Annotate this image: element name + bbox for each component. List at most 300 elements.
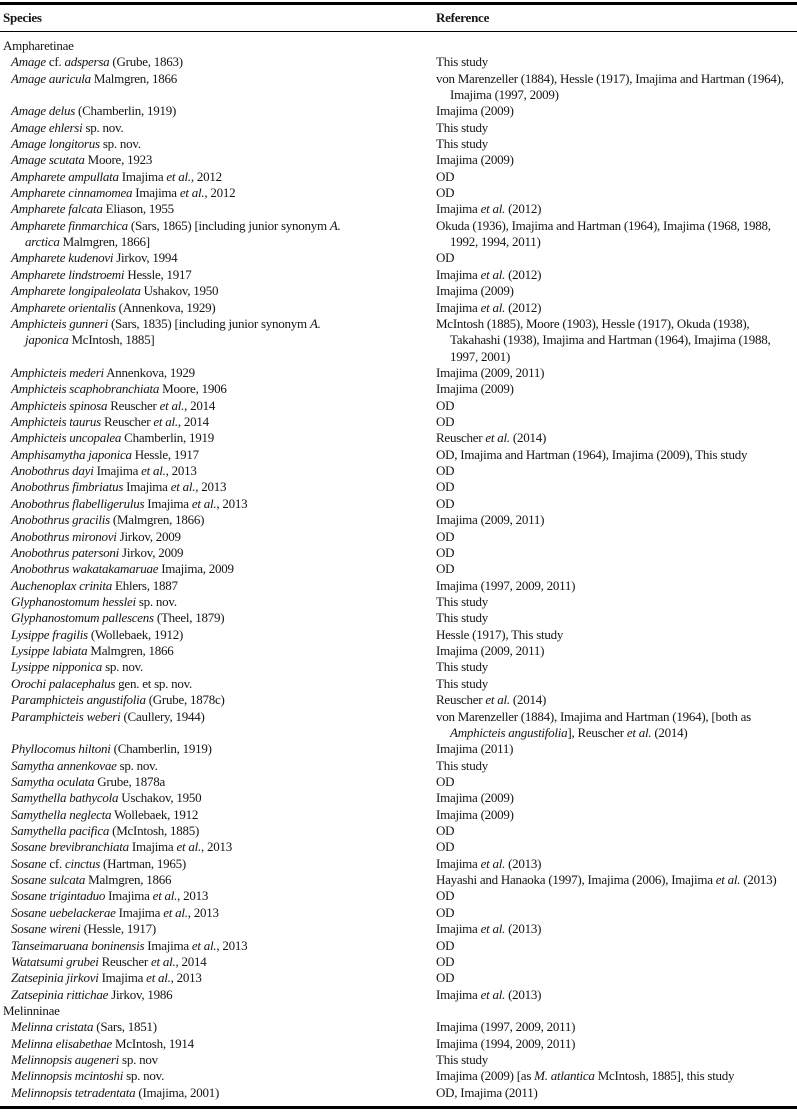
taxon-name: Ampharete kudenovi bbox=[11, 250, 114, 266]
species-name bbox=[11, 905, 436, 921]
text-segment: , 2014 bbox=[184, 397, 216, 413]
species-name bbox=[11, 839, 436, 855]
reference-cell bbox=[436, 774, 795, 790]
text-segment: sp. nov. bbox=[135, 594, 177, 609]
taxon-name: Ampharete longipaleolata bbox=[11, 283, 141, 299]
species-name bbox=[11, 365, 436, 381]
text-segment: OD bbox=[436, 970, 455, 986]
paper-table-page bbox=[0, 2, 797, 1109]
text-segment: Imajima bbox=[436, 266, 481, 282]
reference-text bbox=[436, 54, 795, 70]
reference-cell bbox=[436, 430, 795, 446]
table-row bbox=[3, 561, 795, 577]
text-segment: sp. nov. bbox=[123, 1068, 165, 1084]
text-segment: OD bbox=[436, 414, 455, 430]
taxon-name: Anobothrus flabelligerulus bbox=[11, 495, 145, 511]
table-row bbox=[3, 463, 795, 479]
species-name bbox=[11, 938, 436, 954]
table-row bbox=[3, 774, 795, 790]
species-name bbox=[11, 790, 436, 806]
text-segment: Imajima (2009) bbox=[436, 806, 514, 822]
text-segment: OD bbox=[436, 185, 455, 201]
reference-cell bbox=[436, 136, 795, 152]
reference-cell bbox=[436, 1019, 795, 1035]
table-row bbox=[3, 185, 795, 201]
reference-cell bbox=[436, 594, 795, 610]
text-segment: This study bbox=[436, 1052, 489, 1068]
taxon-name: et al. bbox=[146, 970, 171, 986]
text-segment: (Chamberlin, 1919) bbox=[75, 103, 177, 119]
species-name bbox=[11, 234, 436, 250]
text-segment: 1997, 2001) bbox=[450, 348, 511, 364]
reference-cell bbox=[436, 447, 795, 463]
text-segment: McIntosh, 1885], this study bbox=[594, 1068, 735, 1084]
taxon-name: A. bbox=[329, 217, 341, 233]
text-segment: Jirkov, 1986 bbox=[108, 986, 173, 1002]
species-cell bbox=[3, 774, 436, 790]
taxon-name: Sosane uebelackerae bbox=[11, 904, 116, 920]
text-segment: Imajima (2009) bbox=[436, 790, 514, 806]
table-row bbox=[3, 152, 795, 168]
reference-text bbox=[436, 414, 795, 430]
text-segment: Imajima (2009) bbox=[436, 381, 514, 397]
taxon-name: Samythella neglecta bbox=[11, 806, 112, 822]
reference-cell bbox=[436, 790, 795, 806]
taxon-name: Phyllocomus hiltoni bbox=[11, 741, 111, 757]
text-segment: Moore, 1906 bbox=[159, 381, 227, 397]
text-segment: (Grube, 1878c) bbox=[145, 692, 225, 708]
species-cell bbox=[3, 1068, 436, 1084]
species-cell bbox=[3, 987, 436, 1003]
text-segment: Ushakov, 1950 bbox=[140, 283, 219, 299]
species-name bbox=[11, 692, 436, 708]
text-segment: This study bbox=[436, 119, 489, 135]
reference-text bbox=[436, 250, 795, 266]
text-segment: Imajima, 2009 bbox=[158, 561, 234, 577]
table-row bbox=[3, 300, 795, 316]
reference-cell bbox=[436, 365, 795, 381]
taxon-name: et al. bbox=[176, 839, 201, 855]
taxon-name: et al. bbox=[480, 266, 506, 282]
reference-cell bbox=[436, 839, 795, 855]
table-row bbox=[3, 267, 795, 283]
reference-text bbox=[436, 479, 795, 495]
table-row bbox=[3, 676, 795, 692]
reference-cell bbox=[436, 872, 795, 888]
text-segment: Hessle, 1917 bbox=[131, 446, 199, 462]
text-segment: sp. nov. bbox=[102, 659, 144, 675]
text-segment: Uschakov, 1950 bbox=[118, 790, 202, 806]
species-cell bbox=[3, 692, 436, 708]
taxon-name: Samythella bathycola bbox=[11, 790, 119, 806]
text-segment: OD bbox=[436, 937, 455, 953]
species-name bbox=[11, 676, 436, 692]
species-cell bbox=[3, 496, 436, 512]
taxon-name: Amage delus bbox=[11, 103, 76, 119]
text-segment: McIntosh (1885), Moore (1903), Hessle (1917), Okuda (1938), bbox=[436, 315, 750, 331]
text-segment: OD bbox=[436, 397, 455, 413]
species-name bbox=[11, 594, 436, 610]
reference-cell bbox=[436, 823, 795, 839]
taxon-name: Amphicteis spinosa bbox=[11, 397, 108, 413]
table-row bbox=[3, 512, 795, 528]
text-segment: , 2013 bbox=[195, 479, 227, 495]
table-row bbox=[3, 807, 795, 823]
reference-text bbox=[436, 430, 795, 446]
text-segment: Imajima bbox=[436, 299, 481, 315]
text-segment: Imajima bbox=[436, 986, 481, 1002]
species-name bbox=[11, 71, 436, 87]
reference-text bbox=[436, 447, 795, 463]
species-name bbox=[11, 709, 436, 725]
species-cell bbox=[3, 120, 436, 136]
table-row bbox=[3, 71, 795, 104]
species-name bbox=[11, 643, 436, 659]
reference-text bbox=[436, 938, 795, 954]
species-name bbox=[11, 1019, 436, 1035]
taxon-name: et al. bbox=[170, 479, 196, 495]
text-segment: OD bbox=[436, 528, 455, 544]
text-segment: Hessle, 1917 bbox=[124, 266, 192, 282]
reference-cell bbox=[436, 1052, 795, 1068]
text-segment: This study bbox=[436, 610, 489, 626]
table-row bbox=[3, 479, 795, 495]
taxon-name: Amage scutata bbox=[11, 152, 85, 168]
reference-text bbox=[436, 1052, 795, 1068]
reference-text bbox=[436, 888, 795, 904]
reference-cell bbox=[436, 398, 795, 414]
species-name bbox=[11, 136, 436, 152]
taxon-name: japonica bbox=[25, 332, 69, 348]
taxon-name: Glyphanostomum pallescens bbox=[11, 610, 154, 626]
species-name bbox=[11, 807, 436, 823]
table-row bbox=[3, 529, 795, 545]
taxon-name: Samytha annenkovae bbox=[11, 757, 117, 773]
reference-text bbox=[436, 316, 795, 332]
species-name bbox=[11, 1085, 436, 1101]
taxon-name: Anobothrus gracilis bbox=[11, 512, 110, 528]
species-cell bbox=[3, 954, 436, 970]
text-segment: Moore, 1923 bbox=[84, 152, 153, 168]
species-name bbox=[11, 529, 436, 545]
text-segment: Grube, 1878a bbox=[94, 773, 166, 789]
species-cell bbox=[3, 790, 436, 806]
species-cell bbox=[3, 479, 436, 495]
reference-text bbox=[436, 463, 795, 479]
species-cell bbox=[3, 905, 436, 921]
table-row bbox=[3, 627, 795, 643]
species-cell bbox=[3, 529, 436, 545]
taxon-name: Zatsepinia jirkovi bbox=[11, 970, 99, 986]
reference-text bbox=[436, 300, 795, 316]
table-row bbox=[3, 954, 795, 970]
text-segment: 1992, 1994, 2011) bbox=[450, 234, 541, 250]
text-segment: , 2013 bbox=[177, 888, 209, 904]
taxon-name: Sosane brevibranchiata bbox=[11, 839, 129, 855]
text-segment: , 2013 bbox=[170, 970, 202, 986]
text-segment: (2013) bbox=[505, 986, 542, 1002]
text-segment: (Sars, 1865) [including junior synonym bbox=[127, 217, 330, 233]
species-cell bbox=[3, 447, 436, 463]
text-segment: Imajima bbox=[123, 479, 171, 495]
text-segment: McIntosh, 1914 bbox=[112, 1035, 194, 1051]
taxon-name: et al. bbox=[485, 430, 510, 446]
table-row bbox=[3, 136, 795, 152]
table-row bbox=[3, 430, 795, 446]
reference-cell bbox=[436, 218, 795, 251]
text-segment: , 2013 bbox=[216, 937, 248, 953]
reference-cell bbox=[436, 54, 795, 70]
text-segment: Hayashi and Hanaoka (1997), Imajima (2006), Imajima bbox=[436, 872, 716, 888]
reference-text bbox=[436, 365, 795, 381]
species-cell bbox=[3, 169, 436, 185]
text-segment: (Chamberlin, 1919) bbox=[110, 741, 212, 757]
reference-text bbox=[436, 136, 795, 152]
table-row bbox=[3, 169, 795, 185]
text-segment: Reuscher bbox=[101, 414, 154, 430]
text-segment: Imajima (1994, 2009, 2011) bbox=[436, 1035, 576, 1051]
table-row bbox=[3, 496, 795, 512]
taxon-name: Orochi palacephalus bbox=[11, 675, 116, 691]
text-segment: Reuscher bbox=[107, 397, 160, 413]
taxon-name: Sosane sulcata bbox=[11, 872, 86, 888]
table-row bbox=[3, 1036, 795, 1052]
text-segment: (McIntosh, 1885) bbox=[109, 823, 200, 839]
table-row bbox=[3, 545, 795, 561]
text-segment: (Hartman, 1965) bbox=[100, 855, 186, 871]
text-segment: OD bbox=[436, 773, 455, 789]
table-row bbox=[3, 316, 795, 365]
reference-text bbox=[436, 970, 795, 986]
species-cell bbox=[3, 38, 436, 54]
species-name bbox=[11, 332, 436, 348]
taxon-name: Amphicteis scaphobranchiata bbox=[11, 381, 160, 397]
text-segment: Malmgren, 1866 bbox=[85, 872, 172, 888]
table-row bbox=[3, 218, 795, 251]
taxon-name: Lysippe labiata bbox=[11, 643, 88, 659]
text-segment: OD bbox=[436, 953, 455, 969]
table-row bbox=[3, 414, 795, 430]
species-cell bbox=[3, 807, 436, 823]
taxon-name: Amphisamytha japonica bbox=[11, 446, 132, 462]
reference-cell bbox=[436, 250, 795, 266]
species-name bbox=[11, 381, 436, 397]
text-segment: Imajima bbox=[144, 937, 192, 953]
taxon-name: Paramphicteis angustifolia bbox=[11, 692, 146, 708]
taxon-name: Anobothrus dayi bbox=[11, 463, 94, 479]
text-segment: (Wollebaek, 1912) bbox=[87, 626, 184, 642]
reference-text bbox=[436, 185, 795, 201]
text-segment: Malmgren, 1866 bbox=[90, 70, 178, 86]
reference-text bbox=[436, 103, 795, 119]
text-segment: This study bbox=[436, 135, 489, 151]
reference-cell bbox=[436, 283, 795, 299]
reference-cell bbox=[436, 610, 795, 626]
text-segment: Jirkov, 2009 bbox=[116, 528, 181, 544]
reference-cell bbox=[436, 1068, 795, 1084]
reference-text bbox=[436, 332, 795, 348]
reference-text bbox=[436, 1068, 795, 1084]
text-segment: (2012) bbox=[505, 266, 542, 282]
species-name bbox=[11, 316, 436, 332]
text-segment: McIntosh, 1885] bbox=[68, 332, 155, 348]
reference-text bbox=[436, 627, 795, 643]
reference-text bbox=[436, 120, 795, 136]
text-segment: , 2013 bbox=[216, 495, 248, 511]
reference-cell bbox=[436, 758, 795, 774]
section-row bbox=[3, 1003, 795, 1019]
reference-text bbox=[436, 725, 795, 741]
reference-cell bbox=[436, 987, 795, 1003]
species-cell bbox=[3, 659, 436, 675]
table-row bbox=[3, 1085, 795, 1101]
species-name bbox=[11, 185, 436, 201]
table-row bbox=[3, 610, 795, 626]
species-column-header: Species bbox=[3, 9, 42, 25]
taxon-name: et al. bbox=[480, 299, 506, 315]
taxon-name: et al. bbox=[485, 692, 510, 708]
taxon-name: Ampharete finmarchica bbox=[11, 217, 128, 233]
taxon-name: et al. bbox=[179, 185, 205, 201]
table-row bbox=[3, 856, 795, 872]
text-segment: gen. et sp. nov. bbox=[115, 675, 193, 691]
text-segment: This study bbox=[436, 594, 489, 609]
table-row bbox=[3, 659, 795, 675]
taxon-name: Anobothrus wakatakamaruae bbox=[11, 561, 159, 577]
reference-cell bbox=[436, 152, 795, 168]
reference-cell bbox=[436, 529, 795, 545]
table-row bbox=[3, 692, 795, 708]
species-name bbox=[11, 1052, 436, 1068]
species-cell bbox=[3, 136, 436, 152]
text-segment: OD bbox=[436, 888, 455, 904]
species-name bbox=[11, 921, 436, 937]
reference-text bbox=[436, 496, 795, 512]
species-cell bbox=[3, 414, 436, 430]
table-row bbox=[3, 398, 795, 414]
species-cell bbox=[3, 839, 436, 855]
table-header-row bbox=[3, 5, 795, 31]
text-segment: OD bbox=[436, 250, 455, 266]
text-segment: Eliason, 1955 bbox=[102, 201, 174, 217]
reference-text bbox=[436, 741, 795, 757]
text-segment: sp. nov. bbox=[116, 757, 158, 773]
text-segment: OD bbox=[436, 561, 455, 577]
reference-text bbox=[436, 872, 795, 888]
text-segment: OD, Imajima and Hartman (1964), Imajima (2009), This study bbox=[436, 446, 748, 462]
species-cell bbox=[3, 365, 436, 381]
taxon-name: et al. bbox=[150, 953, 176, 969]
taxon-name: Lysippe fragilis bbox=[11, 626, 88, 642]
reference-text bbox=[436, 512, 795, 528]
table-row bbox=[3, 365, 795, 381]
reference-cell bbox=[436, 545, 795, 561]
text-segment: (2013) bbox=[740, 872, 777, 888]
species-name bbox=[11, 561, 436, 577]
species-cell bbox=[3, 856, 436, 872]
species-cell bbox=[3, 54, 436, 70]
reference-cell bbox=[436, 300, 795, 316]
species-cell bbox=[3, 758, 436, 774]
table-row bbox=[3, 447, 795, 463]
text-segment: Reuscher bbox=[98, 953, 151, 969]
text-segment: OD bbox=[436, 479, 455, 495]
species-cell bbox=[3, 1019, 436, 1035]
taxon-name: et al. bbox=[152, 888, 178, 904]
taxon-name: Anobothrus patersoni bbox=[11, 544, 120, 560]
reference-text bbox=[436, 87, 795, 103]
text-segment: Imajima (2009) bbox=[436, 103, 514, 119]
text-segment: Imajima bbox=[436, 921, 481, 937]
table-row bbox=[3, 938, 795, 954]
text-segment: Imajima (1997, 2009) bbox=[450, 86, 559, 102]
table-row bbox=[3, 709, 795, 742]
taxon-name: et al. bbox=[480, 201, 506, 217]
subfamily-section-label: Melinninae bbox=[3, 1002, 60, 1018]
reference-text bbox=[436, 561, 795, 577]
reference-text bbox=[436, 823, 795, 839]
text-segment: Imajima bbox=[93, 463, 142, 479]
text-segment: Imajima bbox=[436, 201, 481, 217]
species-name bbox=[11, 970, 436, 986]
taxon-name: Amphicteis gunneri bbox=[11, 315, 108, 331]
reference-text bbox=[436, 267, 795, 283]
reference-cell bbox=[436, 856, 795, 872]
text-segment: OD bbox=[436, 463, 455, 479]
table-row bbox=[3, 1019, 795, 1035]
taxon-name: Melinna cristata bbox=[11, 1019, 94, 1035]
species-cell bbox=[3, 921, 436, 937]
reference-text bbox=[436, 545, 795, 561]
species-cell bbox=[3, 1036, 436, 1052]
taxon-name: et al. bbox=[191, 495, 217, 511]
taxon-name: Sosane wireni bbox=[11, 921, 81, 937]
taxon-name: Glyphanostomum hesslei bbox=[11, 594, 136, 609]
text-segment: Imajima (2009, 2011) bbox=[436, 643, 545, 659]
species-name bbox=[11, 54, 436, 70]
taxon-name: et al. bbox=[480, 921, 506, 937]
reference-text bbox=[436, 905, 795, 921]
reference-text bbox=[436, 774, 795, 790]
text-segment: ], Reuscher bbox=[567, 724, 627, 740]
reference-cell bbox=[436, 970, 795, 986]
reference-text bbox=[436, 856, 795, 872]
reference-cell bbox=[436, 414, 795, 430]
text-segment: (2013) bbox=[505, 921, 542, 937]
species-name bbox=[11, 627, 436, 643]
species-cell bbox=[3, 709, 436, 725]
text-segment: cf. bbox=[46, 855, 65, 871]
species-name bbox=[11, 823, 436, 839]
text-segment: OD bbox=[436, 904, 455, 920]
species-cell bbox=[3, 1085, 436, 1101]
taxon-name: Amage bbox=[11, 54, 46, 70]
text-segment: Jirkov, 2009 bbox=[119, 544, 184, 560]
species-cell bbox=[3, 545, 436, 561]
table-row bbox=[3, 578, 795, 594]
reference-text bbox=[436, 1019, 795, 1035]
table-row bbox=[3, 643, 795, 659]
reference-cell bbox=[436, 71, 795, 104]
taxon-name: Tanseimaruana boninensis bbox=[11, 937, 145, 953]
reference-cell bbox=[436, 267, 795, 283]
reference-text bbox=[436, 758, 795, 774]
table-row bbox=[3, 839, 795, 855]
table-row bbox=[3, 823, 795, 839]
species-cell bbox=[3, 643, 436, 659]
bottom-rule bbox=[0, 1106, 797, 1109]
taxon-name: Amage longitorus bbox=[11, 135, 100, 151]
